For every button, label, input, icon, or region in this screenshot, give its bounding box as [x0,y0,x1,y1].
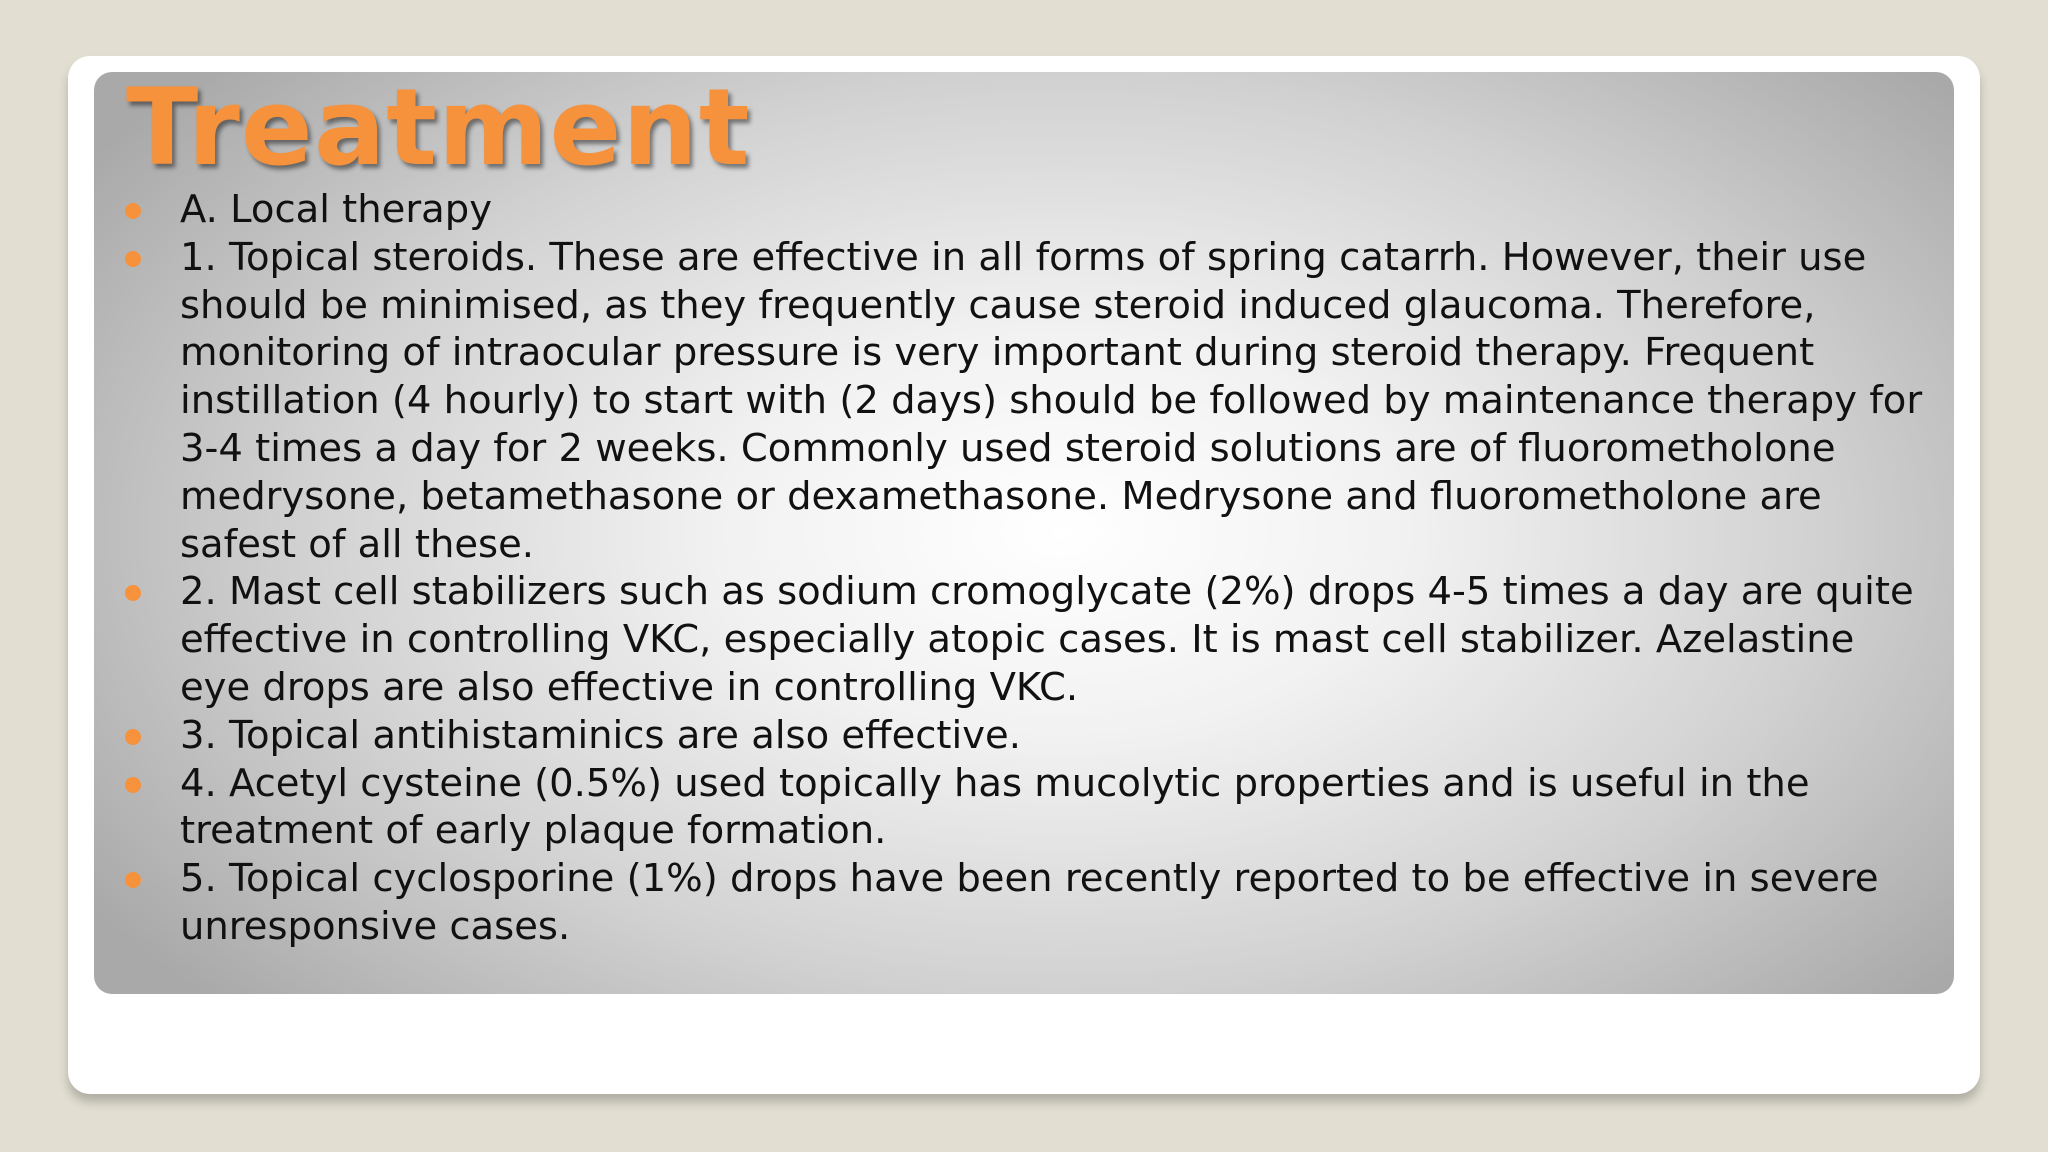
list-item [180,186,1930,234]
bullet-text: A. Local therapy [180,187,492,232]
list-item [180,760,1930,856]
bullet-text: 1. Topical steroids. These are effective in all forms of spring catarrh. However, their use should be minimised, as they frequently cause steroid induced glaucoma. Therefore, monitoring of intraocular pressure is very important during steroid therapy. Frequent instillation (4 hourly) to start with (2 days) should be followed by maintenance therapy for 3-4 times a day for 2 weeks. Commonly used steroid solutions are of fluorometholone medrysone, betamethasone or dexamethasone. Medrysone and fluorometholone are safest of all these. [180,234,1923,567]
orange-circle-bullet-icon [125,251,141,267]
orange-circle-bullet-icon [125,777,141,793]
slide-title: Treatment [126,66,751,189]
list-item [180,712,1930,760]
bullet-list [180,186,1930,951]
list-item [180,855,1930,951]
orange-circle-bullet-icon [125,203,141,219]
bullet-text: 5. Topical cyclosporine (1%) drops have been recently reported to be effective in severe unresponsive cases. [180,856,1879,949]
list-item [180,234,1930,569]
bullet-text: 3. Topical antihistaminics are also effective. [180,712,1021,758]
bullet-text: 4. Acetyl cysteine (0.5%) used topically has mucolytic properties and is useful in the treatment of early plaque formation. [180,760,1810,854]
list-item [180,568,1930,711]
orange-circle-bullet-icon [125,729,141,745]
bullet-text: 2. Mast cell stabilizers such as sodium cromoglycate (2%) drops 4-5 times a day are quite effective in controlling VKC, especially atopic cases. It is mast cell stabilizer. Azelastine eye drops are also effective in controlling VKC. [180,569,1914,710]
